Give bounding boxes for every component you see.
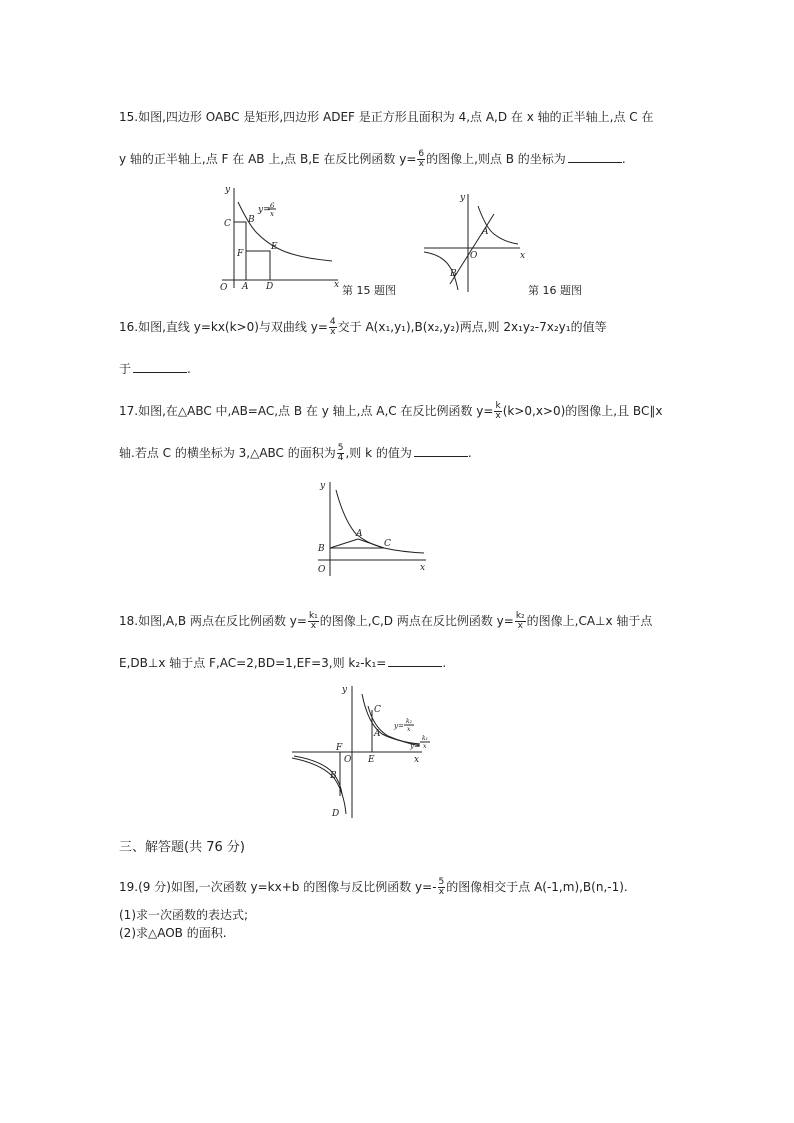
q19-part-2: (2)求△AOB 的面积. — [119, 926, 227, 940]
q18-fraction-1: $\frac{\text{k₁}}{x}$ — [308, 611, 318, 631]
q15-line-2: y 轴的正半轴上,点 F 在 AB 上,点 B,E 在反比例函数 y= $\frac{6}{x}$ 的图像上,则点 B 的坐标为 . — [119, 149, 626, 169]
fig18-y-label: y — [342, 685, 348, 695]
q17-fraction: $\frac{k}{x}$ — [495, 401, 501, 421]
fig15-a-label: A — [242, 282, 249, 292]
fig15-eq-num: 6 — [270, 202, 275, 210]
fig15-f-label: F — [237, 249, 244, 259]
fig15-y-label: y — [225, 185, 231, 195]
q18-fraction-2: $\frac{\text{k₂}}{x}$ — [515, 611, 525, 631]
figure-16 — [420, 192, 590, 300]
fig15-curve — [238, 202, 332, 261]
fig16-a-label: A — [482, 227, 489, 237]
fig16-caption: 第 16 题图 — [528, 284, 582, 297]
fig15-o-label: O — [220, 283, 228, 293]
q16-line-2: 于 . — [119, 362, 191, 376]
q17-line-1: 17.如图,在△ABC 中,AB=AC,点 B 在 y 轴上,点 A,C 在反比例函数 y= $\frac{k}{x}$ (k>0,x>0)的图像上,且 BC∥x — [119, 401, 663, 421]
fig15-x-label: x — [334, 280, 340, 290]
fig16-o-label: O — [470, 251, 478, 261]
fig18-f-label: F — [336, 743, 343, 753]
fig15-eq-label: y= — [258, 205, 271, 215]
fig18-e-label: E — [368, 755, 375, 765]
fig15-b-label: B — [248, 215, 255, 225]
fig18-eq2-label: y= — [394, 722, 404, 730]
q18-answer-blank[interactable] — [388, 666, 442, 667]
q19-line-1: 19.(9 分)如图,一次函数 y=kx+b 的图像与反比例函数 y=- $\frac{5}{x}$ 的图像相交于点 A(-1,m),B(n,-1). — [119, 877, 628, 897]
q16-answer-blank[interactable] — [133, 372, 187, 373]
fig18-o-label: O — [344, 755, 352, 765]
fig17-ac — [358, 539, 384, 548]
fig15-e-label: E — [271, 242, 278, 252]
fig18-eq2-den: x — [407, 726, 411, 733]
fig18-d-label: D — [332, 809, 340, 819]
q19-fraction: $\frac{5}{x}$ — [438, 877, 445, 897]
fig16-curve-q1 — [478, 206, 518, 244]
figure-17 — [312, 480, 432, 580]
q17-answer-blank[interactable] — [414, 456, 468, 457]
fig17-ba — [330, 539, 358, 548]
section-3-heading: 三、解答题(共 76 分) — [119, 840, 245, 855]
fig17-c-label: C — [384, 539, 391, 549]
q19-part-1: (1)求一次函数的表达式; — [119, 908, 249, 922]
figure-18 — [290, 682, 440, 822]
fig18-x-label: x — [414, 755, 420, 765]
q16-fraction: $\frac{4}{x}$ — [329, 317, 336, 337]
fig18-curve-k2-q3 — [292, 758, 346, 814]
fig17-y-label: y — [320, 481, 326, 491]
q16-line-1: 16.如图,直线 y=kx(k>0)与双曲线 y= $\frac{4}{x}$ 交于 A(x₁,y₁),B(x₂,y₂)两点,则 2x₁y₂-7x₂y₁的值等 — [119, 317, 607, 337]
q18-line-2: E,DB⊥x 轴于点 F,AC=2,BD=1,EF=3,则 k₂-k₁= . — [119, 656, 447, 670]
fig16-b-label: B — [450, 269, 457, 279]
fig17-x-label: x — [420, 563, 426, 573]
q17-area-fraction: $\frac{5}{4}$ — [337, 443, 344, 463]
fig18-c-label: C — [374, 705, 381, 715]
fig17-b-label: B — [318, 544, 325, 554]
fig15-square-adef — [246, 251, 270, 280]
fig16-y-label: y — [460, 193, 466, 203]
fig18-eq1-num: k₁ — [422, 735, 429, 742]
fig15-caption: 第 15 题图 — [342, 284, 396, 297]
q15-line-1: 15.如图,四边形 OABC 是矩形,四边形 ADEF 是正方形且面积为 4,点 A,D 在 x 轴的正半轴上,点 C 在 — [119, 110, 654, 124]
fig17-o-label: O — [318, 565, 326, 575]
fig18-eq2-num: k₂ — [406, 718, 413, 725]
fig18-eq1-den: x — [423, 743, 427, 750]
q15-line-2b: 的图像上,则点 B 的坐标为 — [426, 152, 566, 166]
q15-fraction: $\frac{6}{x}$ — [418, 149, 425, 169]
q17-line-2: 轴.若点 C 的横坐标为 3,△ABC 的面积为 $\frac{5}{4}$ ,则 k 的值为 . — [119, 443, 472, 463]
fig15-c-label: C — [224, 219, 231, 229]
figure-15 — [210, 182, 410, 300]
fig18-a-label: A — [374, 729, 381, 739]
q15-answer-blank[interactable] — [568, 162, 622, 163]
fig15-eq-den: x — [270, 210, 274, 218]
fig17-a-label: A — [356, 529, 363, 539]
fig18-eq1-label: y= — [410, 742, 420, 750]
q18-line-1: 18.如图,A,B 两点在反比例函数 y= $\frac{\text{k₁}}{x}$ 的图像上,C,D 两点在反比例函数 y= $\frac{\text{k₂}}{x}$ 的图像上,CA⊥x 轴于点 — [119, 611, 653, 631]
fig17-curve — [336, 490, 424, 553]
fig16-x-label: x — [520, 251, 526, 261]
fig15-d-label: D — [266, 282, 274, 292]
q15-line-2a: y 轴的正半轴上,点 F 在 AB 上,点 B,E 在反比例函数 y= — [119, 152, 417, 166]
fig18-b-label: B — [330, 771, 337, 781]
